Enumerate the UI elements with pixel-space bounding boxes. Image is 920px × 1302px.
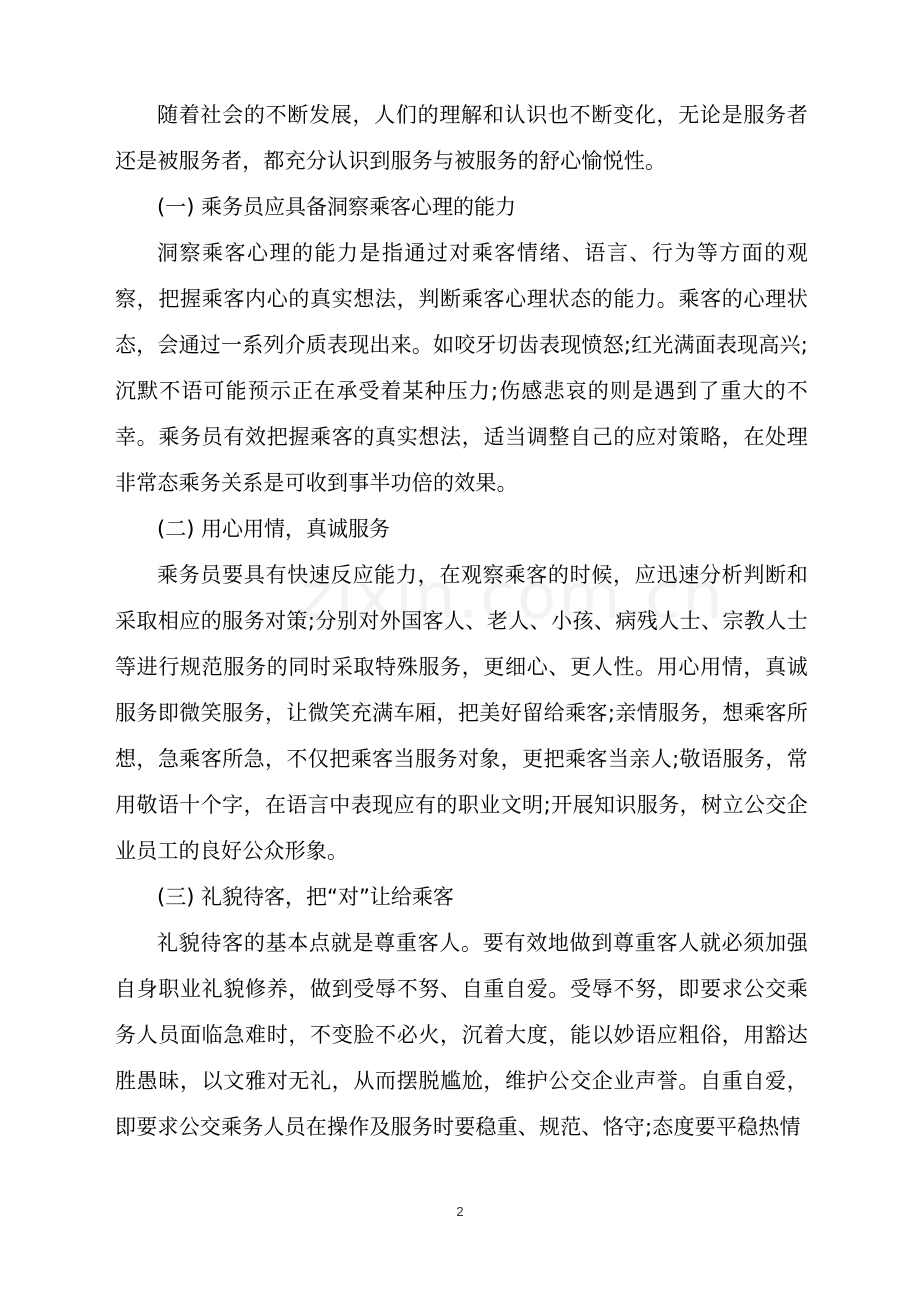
section-heading-3: (三) 礼貌待客，把“对”让给乘客 [157, 885, 454, 909]
page-number: 2 [456, 1204, 464, 1219]
section-heading-1: (一) 乘务员应具备洞察乘客心理的能力 [157, 195, 517, 219]
document-body [115, 92, 808, 1150]
body-paragraph-2: 洞察乘客心理的能力是指通过对乘客情绪、语言、行为等方面的观察，把握乘客内心的真实想法，判断乘客心理状态的能力。乘客的心理状态，会通过一系列介质表现出来。如咬牙切齿表现愤怒;红光满面表现高兴;沉默不语可能预示正在承受着某种压力;伤感悲哀的则是遇到了重大的不幸。乘务员有效把握乘客的真实想法，适当调整自己的应对策略，在处理非常态乘务关系是可收到事半功倍的效果。 [115, 241, 808, 495]
body-paragraph-3: 乘务员要具有快速反应能力，在观察乘客的时候，应迅速分析判断和采取相应的服务对策;分别对外国客人、老人、小孩、病残人士、宗教人士等进行规范服务的同时采取特殊服务，更细心、更人性。用心用情，真诚服务即微笑服务，让微笑充满车厢，把美好留给乘客;亲情服务，想乘客所想，急乘客所急，不仅把乘客当服务对象，更把乘客当亲人;敬语服务，常用敬语十个字，在语言中表现应有的职业文明;开展知识服务，树立公交企业员工的良好公众形象。 [115, 563, 808, 863]
section-heading-2: (二) 用心用情，真诚服务 [157, 517, 391, 541]
body-paragraph-1: 随着社会的不断发展，人们的理解和认识也不断变化，无论是服务者还是被服务者，都充分认识到服务与被服务的舒心愉悦性。 [115, 103, 808, 173]
body-paragraph-4: 礼貌待客的基本点就是尊重客人。要有效地做到尊重客人就必须加强自身职业礼貌修养，做到受辱不努、自重自爱。受辱不努，即要求公交乘务人员面临急难时，不变脸不必火，沉着大度，能以妙语应粗俗，用豁达胜愚昧，以文雅对无礼，从而摆脱尴尬，维护公交企业声誉。自重自爱，即要求公交乘务人员在操作及服务时要稳重、规范、恪守;态度要平稳热情 [115, 931, 808, 1139]
